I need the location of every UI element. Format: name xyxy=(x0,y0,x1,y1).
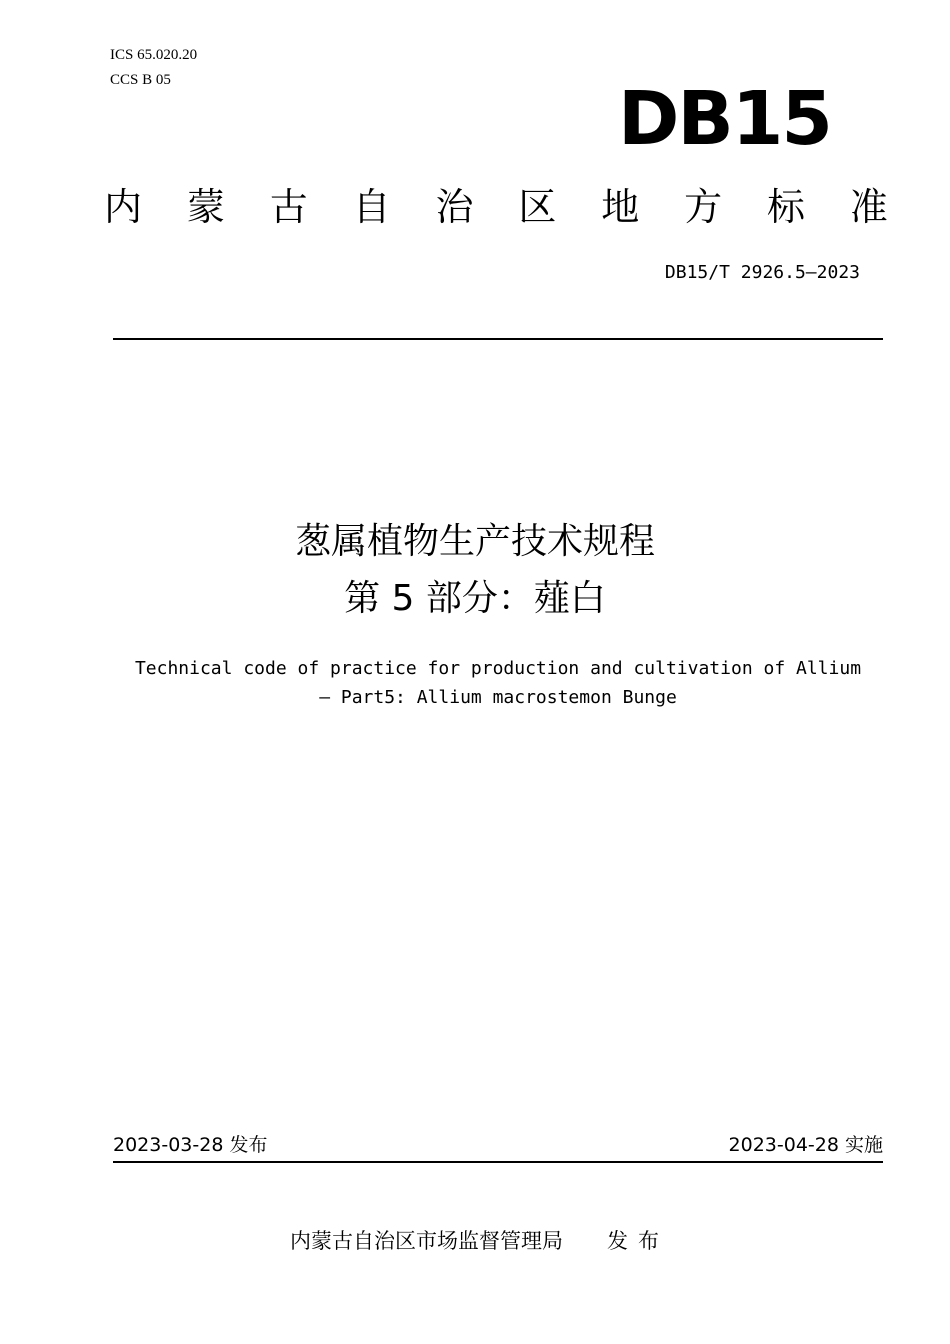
authority-char: 区 xyxy=(518,185,557,229)
authority-char: 蒙 xyxy=(186,185,225,229)
authority-char: 准 xyxy=(849,185,888,229)
title-chinese-line-2: 第 5 部分：薤白 xyxy=(344,578,606,619)
authority-char: 内 xyxy=(104,185,143,229)
title-chinese-line-1: 葱属植物生产技术规程 xyxy=(294,521,655,562)
title-english-line-1: Technical code of practice for production and cultivation of Allium xyxy=(134,658,862,679)
authority-char: 治 xyxy=(435,185,474,229)
issuing-authority-heading xyxy=(104,184,888,230)
authority-char: 自 xyxy=(352,185,391,229)
authority-char: 古 xyxy=(269,185,308,229)
bottom-divider xyxy=(113,1161,883,1163)
authority-char: 方 xyxy=(684,185,723,229)
publisher-name: 内蒙古自治区市场监督管理局 xyxy=(290,1229,563,1253)
title-english-line-2: — Part5: Allium macrostemon Bunge xyxy=(319,687,677,708)
publisher-action: 发布 xyxy=(607,1229,669,1253)
ccs-code: CCS B 05 xyxy=(110,72,171,88)
issue-date: 2023-03-28 发布 xyxy=(113,1134,268,1156)
authority-char: 标 xyxy=(767,185,806,229)
top-divider xyxy=(113,338,883,340)
ics-code: ICS 65.020.20 xyxy=(110,47,198,63)
implementation-date: 2023-04-28 实施 xyxy=(728,1134,883,1156)
authority-char: 地 xyxy=(601,185,640,229)
publisher-line xyxy=(290,1227,669,1255)
db15-logo: DB15 xyxy=(618,76,831,162)
standard-number: DB15/T 2926.5—2023 xyxy=(664,262,860,283)
